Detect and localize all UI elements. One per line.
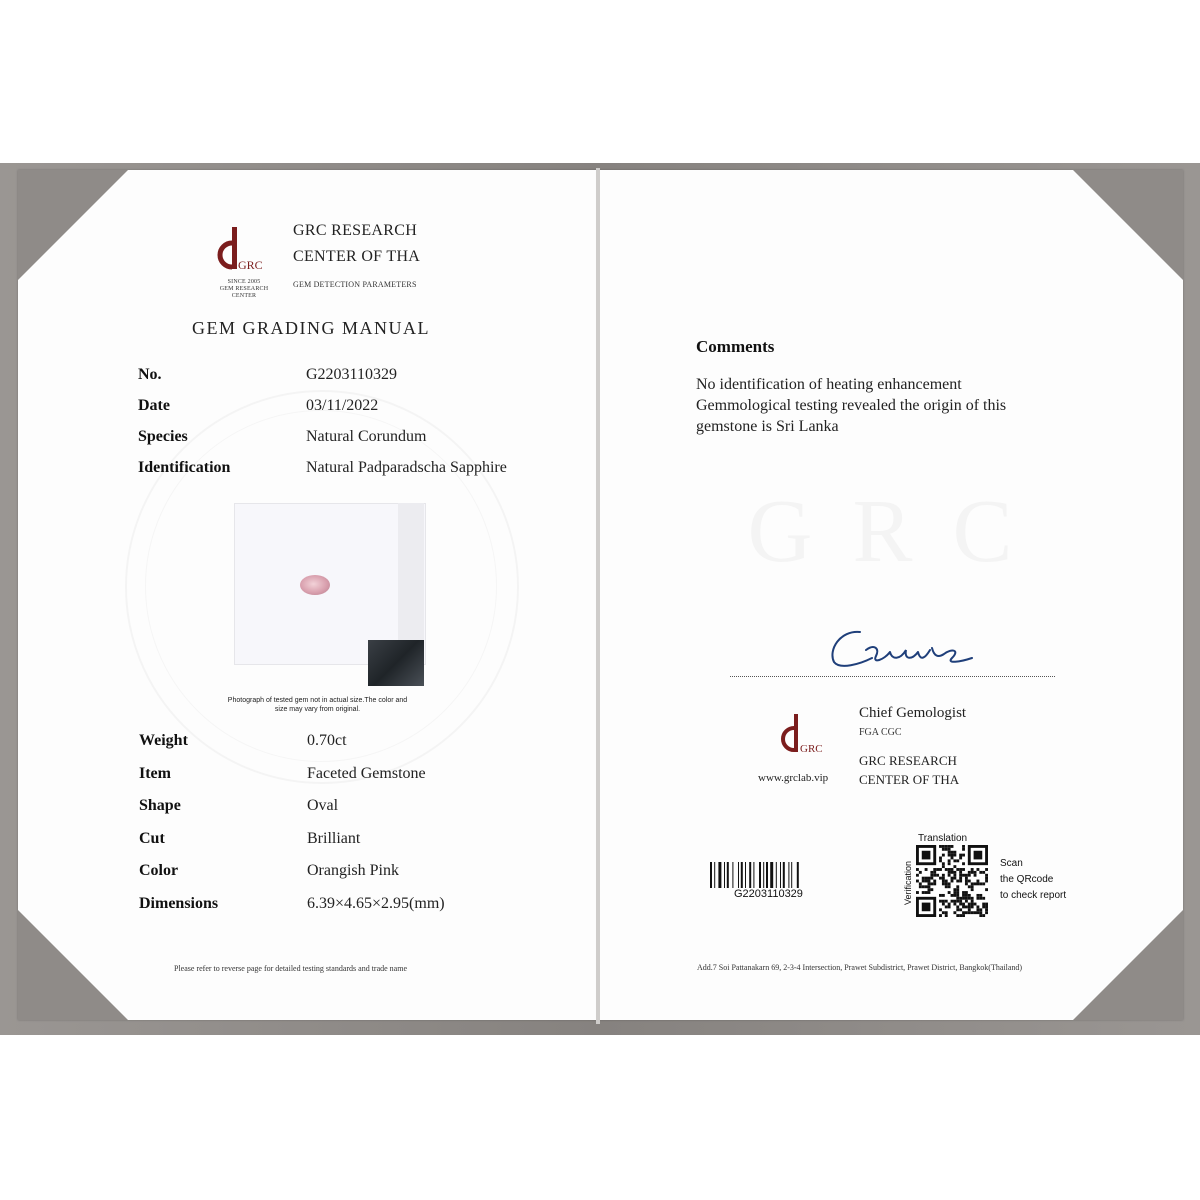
corner-holder-top-right [1073, 170, 1183, 280]
field-row [139, 862, 559, 895]
field-row [139, 732, 559, 765]
logo-center: GEM RESEARCH CENTER [219, 286, 269, 299]
qr-code-icon[interactable] [916, 845, 988, 917]
photo-caption-line1: Photograph of tested gem not in actual size.The color and [227, 697, 408, 704]
signature-line [730, 676, 1055, 677]
gem-photo-edge [398, 503, 424, 663]
right-page [598, 170, 1183, 1020]
chief-credentials: FGA CGC [859, 727, 902, 738]
brand-name-line2: CENTER OF THA [293, 248, 421, 265]
field-label: Date [138, 397, 170, 414]
logo-text-small: GRC [800, 743, 823, 755]
comments-heading: Comments [696, 337, 775, 356]
corner-holder-bottom-left [18, 910, 128, 1020]
field-value: Orangish Pink [307, 862, 399, 879]
field-label: Species [138, 428, 188, 445]
logo-since: SINCE 2005 [227, 279, 261, 285]
corner-holder-top-left [18, 170, 128, 280]
folder-spine [596, 168, 600, 1024]
qr-hint-line: Scan [1000, 858, 1023, 869]
grc-logo-icon [214, 225, 270, 275]
field-label: Weight [139, 732, 188, 749]
brand-subtitle: GEM DETECTION PARAMETERS [293, 280, 417, 289]
chief-title: Chief Gemologist [859, 705, 967, 721]
barcode-icon [710, 862, 830, 888]
field-label: Color [139, 862, 179, 879]
field-row [138, 366, 558, 397]
fields-top [138, 366, 558, 490]
photo-caption-line2: size may vary from original. [274, 706, 361, 713]
comment-line: gemstone is Sri Lanka [696, 418, 839, 435]
corner-holder-bottom-right [1073, 910, 1183, 1020]
field-value: 0.70ct [307, 732, 347, 749]
website-link[interactable]: www.grclab.vip [758, 772, 829, 784]
field-value: Oval [307, 797, 339, 814]
brand-name-line1: GRC RESEARCH [293, 222, 418, 239]
field-label: Identification [138, 459, 231, 476]
field-label: Cut [139, 829, 165, 847]
field-value: G2203110329 [306, 366, 397, 383]
field-label: Shape [139, 797, 181, 814]
barcode-number: G2203110329 [734, 888, 803, 900]
field-row [139, 895, 559, 928]
reverse-page-note: Please refer to reverse page for detailed testing standards and trade name [174, 964, 408, 973]
field-value: Brilliant [307, 829, 361, 847]
field-row [139, 797, 559, 830]
field-label: Dimensions [139, 894, 219, 912]
field-row [138, 428, 558, 459]
field-value: 6.39×4.65×2.95(mm) [307, 894, 445, 912]
org-name-line1: GRC RESEARCH [859, 753, 957, 768]
qr-hint-line: the QRcode [1000, 874, 1054, 885]
qr-hint [1000, 856, 1066, 904]
field-value: Natural Padparadscha Sapphire [306, 459, 507, 476]
comment-line: Gemmological testing revealed the origin of this [696, 397, 1007, 414]
field-value: Natural Corundum [306, 428, 427, 445]
grc-logo-small-icon [778, 712, 828, 758]
gem-image [300, 575, 330, 595]
comments-body [696, 374, 1116, 437]
field-label: Item [139, 764, 171, 782]
qr-translation-label: Translation [918, 833, 968, 844]
field-value: Faceted Gemstone [307, 764, 426, 782]
hologram-sticker [368, 640, 424, 686]
signature-icon [820, 620, 980, 672]
field-row [139, 830, 559, 863]
org-name-line2: CENTER OF THA [859, 772, 960, 787]
logo-text: GRC [238, 258, 263, 272]
field-row [139, 765, 559, 798]
page-title: GEM GRADING MANUAL [192, 318, 430, 338]
field-row [138, 397, 558, 428]
photo-caption [200, 696, 435, 714]
qr-verification-label: Verification [903, 860, 913, 905]
qr-hint-line: to check report [1000, 890, 1067, 901]
field-label: No. [138, 366, 162, 383]
fields-bottom [139, 732, 559, 927]
field-value: 03/11/2022 [306, 397, 379, 414]
comment-line: No identification of heating enhancement [696, 376, 962, 393]
lab-address: Add.7 Soi Pattanakarn 69, 2-3-4 Intersection, Prawet Subdistrict, Prawet District, Bangkok(Thailand) [697, 963, 1023, 972]
grc-watermark [690, 480, 1110, 583]
field-row [138, 459, 558, 490]
